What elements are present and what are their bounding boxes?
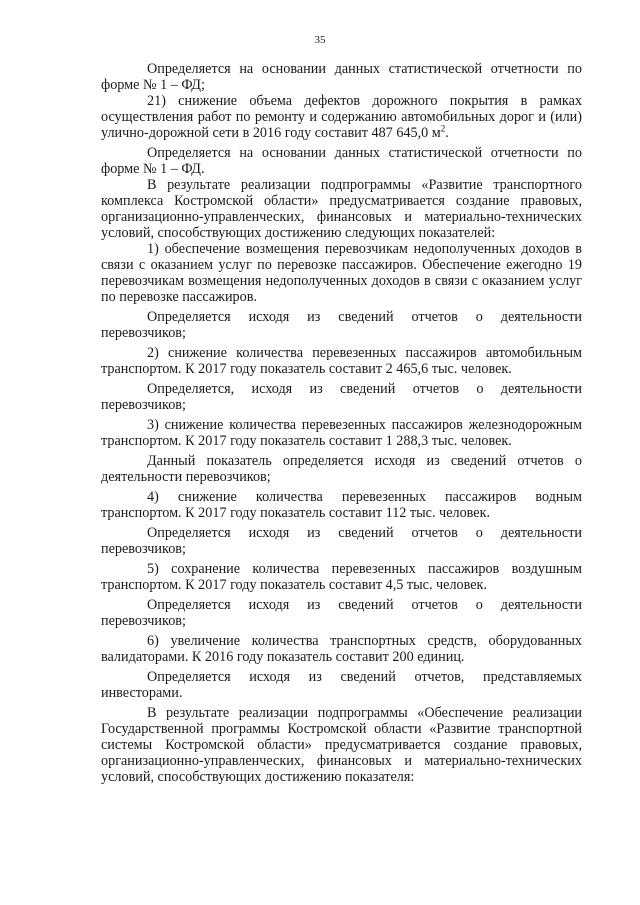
paragraph-6: Определяется исходя из сведений отчетов о деятельности перевозчиков; <box>101 309 582 341</box>
paragraph-14: Определяется исходя из сведений отчетов о деятельности перевозчиков; <box>101 597 582 629</box>
superscript-2: 2 <box>440 123 446 134</box>
paragraph-15: 6) увеличение количества транспортных средств, оборудованных валидаторами. К 2016 году показатель составит 200 единиц. <box>101 633 582 665</box>
paragraph-13: 5) сохранение количества перевезенных пассажиров воздушным транспортом. К 2017 году показатель составит 4,5 тыс. человек. <box>101 561 582 593</box>
paragraph-16: Определяется исходя из сведений отчетов, представляемых инвесторами. <box>101 669 582 701</box>
paragraph-5: 1) обеспечение возмещения перевозчикам недополученных доходов в связи с оказанием услуг по перевозке пассажиров. Обеспечение ежегодно 19 перевозчикам возмещения недополученных доходов в связи с оказанием услуг по перевозке пассажиров. <box>101 241 582 305</box>
paragraph-10: Данный показатель определяется исходя из сведений отчетов о деятельности перевозчиков; <box>101 453 582 485</box>
paragraph-3: Определяется на основании данных статистической отчетности по форме № 1 – ФД. <box>101 145 582 177</box>
paragraph-12: Определяется исходя из сведений отчетов о деятельности перевозчиков; <box>101 525 582 557</box>
paragraph-2-text: 21) снижение объема дефектов дорожного покрытия в рамках осуществления работ по ремонту и содержанию автомобильных дорог и (или) улично-дорожной сети в 2016 году составит 487 645,0 м <box>101 93 582 141</box>
document-body <box>101 61 582 785</box>
paragraph-1: Определяется на основании данных статистической отчетности по форме № 1 – ФД; <box>101 61 582 93</box>
page-number: 35 <box>314 34 326 46</box>
paragraph-2-period: . <box>445 125 449 141</box>
paragraph-4: В результате реализации подпрограммы «Развитие транспортного комплекса Костромской области» предусматривается создание правовых, организационно-управленческих, финансовых и материально-технических условий, способствующих достижению следующих показателей: <box>101 177 582 241</box>
paragraph-9: 3) снижение количества перевезенных пассажиров железнодорожным транспортом. К 2017 году показатель составит 1 288,3 тыс. человек. <box>101 417 582 449</box>
paragraph-17: В результате реализации подпрограммы «Обеспечение реализации Государственной программы Костромской области «Развитие транспортной системы Костромской области» предусматривается создание правовых, организационно-управленческих, финансовых и материально-технических условий, способствующих достижению показателя: <box>101 705 582 785</box>
paragraph-8: Определяется, исходя из сведений отчетов о деятельности перевозчиков; <box>101 381 582 413</box>
paragraph-7: 2) снижение количества перевезенных пассажиров автомобильным транспортом. К 2017 году показатель составит 2 465,6 тыс. человек. <box>101 345 582 377</box>
paragraph-11: 4) снижение количества перевезенных пассажиров водным транспортом. К 2017 году показатель составит 112 тыс. человек. <box>101 489 582 521</box>
paragraph-2 <box>101 93 582 141</box>
